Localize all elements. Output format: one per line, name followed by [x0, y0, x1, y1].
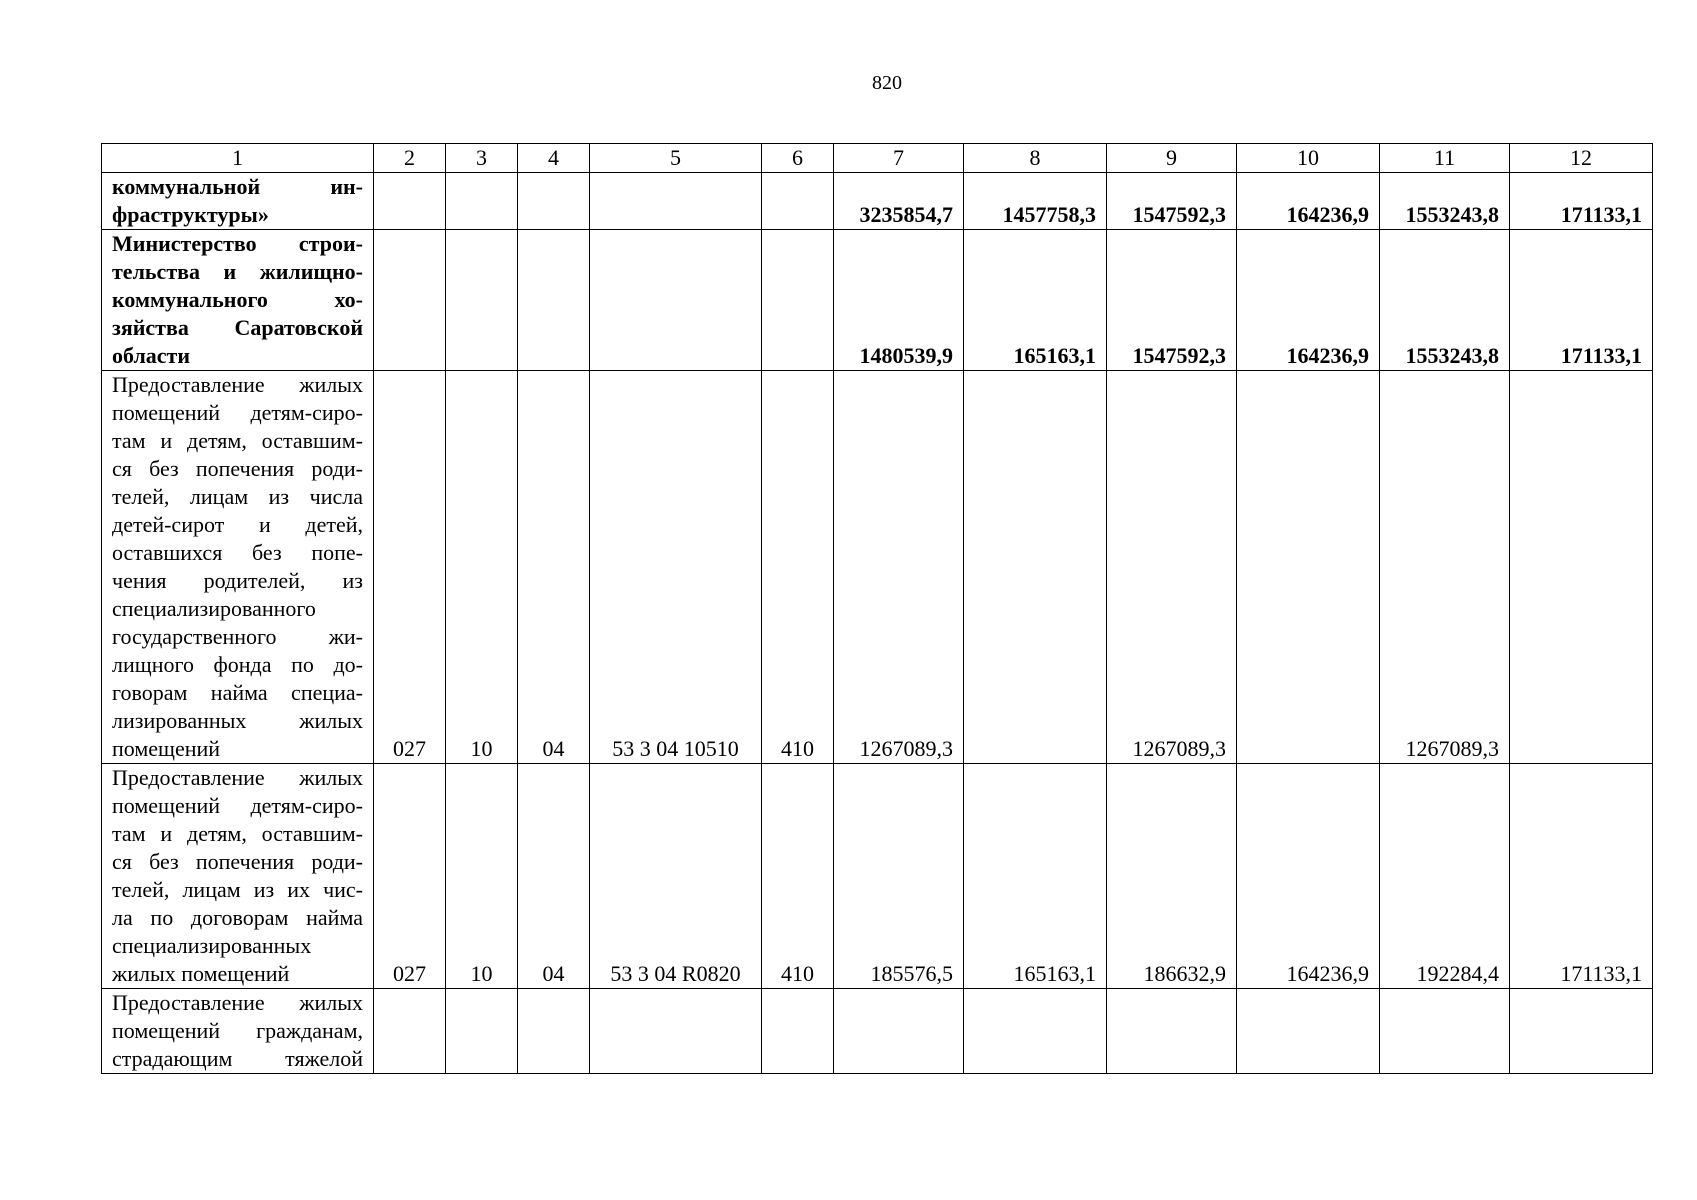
column-header: 6	[762, 144, 834, 173]
cell-c8	[964, 371, 1107, 764]
cell-c9: 1267089,3	[1107, 371, 1237, 764]
row-name-line: там и детям, оставшим-	[112, 821, 363, 846]
cell-c3: 10	[446, 764, 518, 989]
cell-c8: 165163,1	[964, 764, 1107, 989]
cell-c12	[1510, 989, 1653, 1074]
column-header: 12	[1510, 144, 1653, 173]
row-name-line: коммунальной ин-	[112, 174, 363, 199]
column-header: 11	[1380, 144, 1510, 173]
row-name-cell	[102, 371, 374, 764]
row-name-line: страдающим тяжелой	[112, 1046, 363, 1071]
row-name-line: помещений	[112, 736, 221, 761]
table-row	[102, 230, 1653, 371]
cell-c10: 164236,9	[1237, 230, 1380, 371]
cell-c3	[446, 989, 518, 1074]
cell-c11: 1267089,3	[1380, 371, 1510, 764]
cell-c10	[1237, 989, 1380, 1074]
cell-c6: 410	[762, 371, 834, 764]
table-row	[102, 371, 1653, 764]
cell-c5	[590, 989, 762, 1074]
column-header: 7	[834, 144, 964, 173]
column-header: 1	[102, 144, 374, 173]
row-name-line: коммунального хо-	[112, 287, 363, 312]
cell-c5	[590, 230, 762, 371]
row-name-cell	[102, 173, 374, 230]
cell-c6	[762, 230, 834, 371]
row-name-line: зяйства Саратовской	[112, 315, 363, 340]
cell-c5: 53 3 04 10510	[590, 371, 762, 764]
cell-c4	[518, 230, 590, 371]
row-name-line: телей, лицам из числа	[112, 484, 363, 509]
cell-c2: 027	[374, 371, 446, 764]
cell-c12: 171133,1	[1510, 173, 1653, 230]
row-name-line: государственного жи-	[112, 624, 363, 649]
cell-c2	[374, 230, 446, 371]
cell-c2: 027	[374, 764, 446, 989]
cell-c12: 171133,1	[1510, 230, 1653, 371]
row-name-line: Предоставление жилых	[112, 765, 363, 790]
column-header: 5	[590, 144, 762, 173]
cell-c2	[374, 173, 446, 230]
row-name-line: там и детям, оставшим-	[112, 428, 363, 453]
cell-c5: 53 3 04 R0820	[590, 764, 762, 989]
row-name-line: области	[112, 343, 191, 368]
cell-c8: 1457758,3	[964, 173, 1107, 230]
row-name-line: лищного фонда по до-	[112, 652, 363, 677]
column-header: 8	[964, 144, 1107, 173]
row-name-line: помещений гражданам,	[112, 1018, 363, 1043]
column-header: 4	[518, 144, 590, 173]
row-name-line: помещений детям-сиро-	[112, 793, 363, 818]
cell-c8: 165163,1	[964, 230, 1107, 371]
table-row	[102, 989, 1653, 1074]
cell-c7: 1480539,9	[834, 230, 964, 371]
row-name-line: фраструктуры»	[112, 202, 269, 227]
row-name-line: жилых помещений	[112, 961, 290, 986]
cell-c9: 186632,9	[1107, 764, 1237, 989]
cell-c9	[1107, 989, 1237, 1074]
cell-c4: 04	[518, 764, 590, 989]
cell-c6: 410	[762, 764, 834, 989]
cell-c12: 171133,1	[1510, 764, 1653, 989]
column-header: 10	[1237, 144, 1380, 173]
cell-c12	[1510, 371, 1653, 764]
column-header: 9	[1107, 144, 1237, 173]
cell-c3: 10	[446, 371, 518, 764]
cell-c4	[518, 173, 590, 230]
row-name-line: говорам найма специа-	[112, 680, 363, 705]
cell-c3	[446, 173, 518, 230]
table-row	[102, 764, 1653, 989]
budget-table	[101, 143, 1653, 1074]
column-header: 2	[374, 144, 446, 173]
cell-c11	[1380, 989, 1510, 1074]
row-name-line: Предоставление жилых	[112, 372, 363, 397]
cell-c7	[834, 989, 964, 1074]
row-name-line: специализированных	[112, 933, 312, 958]
row-name-line: помещений детям-сиро-	[112, 400, 363, 425]
row-name-line: специализированного	[112, 596, 316, 621]
row-name-line: ся без попечения роди-	[112, 456, 363, 481]
table-header-row	[102, 144, 1653, 173]
row-name-line: чения родителей, из	[112, 568, 363, 593]
row-name-line: лизированных жилых	[112, 708, 363, 733]
row-name-line: ся без попечения роди-	[112, 849, 363, 874]
cell-c11: 1553243,8	[1380, 173, 1510, 230]
table-row	[102, 173, 1653, 230]
cell-c10: 164236,9	[1237, 173, 1380, 230]
row-name-cell	[102, 989, 374, 1074]
row-name-line: Министерство строи-	[112, 231, 363, 256]
cell-c4: 04	[518, 371, 590, 764]
row-name-line: телей, лицам из их чис-	[112, 877, 363, 902]
row-name-cell	[102, 764, 374, 989]
cell-c5	[590, 173, 762, 230]
cell-c9: 1547592,3	[1107, 173, 1237, 230]
row-name-line: Предоставление жилых	[112, 990, 363, 1015]
row-name-cell	[102, 230, 374, 371]
cell-c7: 3235854,7	[834, 173, 964, 230]
row-name-line: тельства и жилищно-	[112, 259, 363, 284]
cell-c3	[446, 230, 518, 371]
cell-c11: 192284,4	[1380, 764, 1510, 989]
row-name-line: детей-сирот и детей,	[112, 512, 363, 537]
cell-c9: 1547592,3	[1107, 230, 1237, 371]
cell-c7: 185576,5	[834, 764, 964, 989]
cell-c11: 1553243,8	[1380, 230, 1510, 371]
cell-c2	[374, 989, 446, 1074]
page-number: 820	[872, 72, 902, 94]
cell-c6	[762, 989, 834, 1074]
cell-c7: 1267089,3	[834, 371, 964, 764]
cell-c10: 164236,9	[1237, 764, 1380, 989]
cell-c10	[1237, 371, 1380, 764]
cell-c6	[762, 173, 834, 230]
cell-c4	[518, 989, 590, 1074]
cell-c8	[964, 989, 1107, 1074]
column-header: 3	[446, 144, 518, 173]
row-name-line: оставшихся без попе-	[112, 540, 363, 565]
row-name-line: ла по договорам найма	[112, 905, 363, 930]
